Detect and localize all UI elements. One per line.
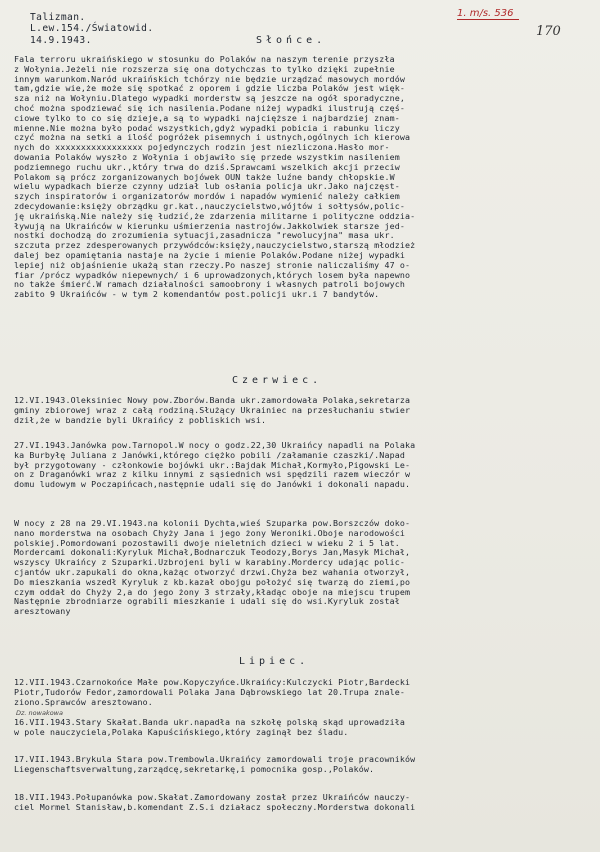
entry-paragraph: [14, 396, 594, 425]
text-line: w pole nauczyciela,Polaka Kapuścińskiego,który zaginął bez śladu.: [14, 727, 349, 737]
text-line: gminy zbiorowej wraz z całą rodziną.Służący Ukrainiec na przesłuchaniu stwier: [14, 405, 411, 415]
archive-stamp-text: 1. m/s. 536: [457, 8, 514, 19]
text-line: Następnie zbrodniarze ograbili mieszkanie i udali się do wsi.Kyryluk został: [14, 597, 400, 607]
text-line: tam,gdzie wie,że może się spotkać z oporem i gdzie liczba Polaków jest więk-: [14, 84, 406, 94]
entry-paragraph: [14, 519, 594, 617]
text-line: innym warunkom.Naród ukraińskich tchórzy nie będzie urządzać masowych mordów: [14, 74, 406, 84]
text-line: ływują na Ukraińców w kierunku uśmierzenia nastrojów.Jakkolwiek starsze jed-: [14, 221, 406, 231]
text-line: ję ukraińską.Nie należy się łudzić,że zdarzenia militarne i polityczne oddzia-: [14, 211, 416, 221]
text-line: wielu wypadkach bierze czynny udział lub osłania policja ukr.Jako najczęst-: [14, 182, 400, 192]
header-name: Talizman.: [30, 12, 86, 23]
text-line: nostki dochodzą do zrozumienia sytuacji,zasadnicza "rewolucyjna" masa ukr.: [14, 231, 395, 241]
section-title-slonce: Słońce.: [256, 35, 327, 46]
section-title-lipiec: Lipiec.: [239, 656, 310, 667]
archive-stamp: [457, 8, 513, 19]
text-line: 17.VII.1943.Brykula Stara pow.Trembowla.Ukraińcy zamordowali troje pracowników: [14, 755, 416, 764]
text-line: Liegenschaftsverwaltung,zarządcę,sekretarkę,i pomocnika gosp.,Polaków.: [14, 764, 375, 774]
text-line: dalej bez opamiętania nastaje na życie i mienie Polaków.Podane niżej wypadki: [14, 250, 406, 260]
text-line: mienne.Nie można było podać wszystkich,gdyż wypadki pobicia i rabunku liczy: [14, 123, 400, 133]
text-line: zabito 9 Ukraińców - w tym 2 komendantów post.policji ukr.i 7 bandytów.: [14, 290, 380, 300]
entry-paragraph: [14, 718, 594, 738]
text-line: 12.VII.1943.Czarnokońce Małe pow.Kopyczyńce.Ukraińcy:Kulczycki Piotr,Bardecki: [14, 678, 411, 687]
handwritten-page-number: 170: [536, 24, 561, 39]
text-line: cjantów ukr.zapukali do okna,każąc otworzyć drzwi.Chyża bez wahania otworzył,: [14, 567, 411, 577]
text-line: Piotr,Tudorów Fedor,zamordowali Polaka Jana Dąbrowskiego lat 20.Trupa znale-: [14, 687, 406, 697]
text-line: szczuta przez zdesperowanych przywódców:księży,nauczycielstwo,starszą młodzież: [14, 241, 416, 251]
header-reference: L.ew.154./Światowid.: [30, 23, 154, 34]
text-line: dził,że w bandzie byli Ukraińcy z pobliskich wsi.: [14, 415, 267, 425]
text-line: był przygotowany - członkowie bojówki ukr.:Bajdak Michał,Kormyło,Pigowski Le-: [14, 460, 411, 470]
text-line: ka Burbyłę Juliana z Janówki,którego ciężko pobili /załamanie czaszki/.Napad: [14, 450, 406, 460]
text-line: 27.VI.1943.Janówka pow.Tarnopol.W nocy o godz.22,30 Ukraińcy napadli na Polaka: [14, 441, 416, 450]
text-line: wszyscy Ukraińcy z Szuparki.Uzbrojeni byli w karabiny.Mordercy udając polic-: [14, 558, 406, 568]
entry-paragraph: [14, 441, 594, 490]
text-line: lepiej niż objaśnienie ukażą stan rzeczy.Po naszej stronie naliczaliśmy 47 o-: [14, 260, 411, 270]
intro-paragraph: [14, 55, 594, 300]
text-line: podziemnego ruchu ukr.,który trwa do dziś.Sprawcami wszelkich akcji przeciw: [14, 162, 400, 172]
text-line: polskiej.Pomordowani pozostawili dwoje nieletnich dzieci w wieku 2 i 5 lat.: [14, 538, 400, 548]
entry-paragraph: [14, 678, 594, 707]
text-line: aresztowany: [14, 607, 71, 617]
archive-stamp-underline: [457, 19, 519, 20]
text-line: choć można spodziewać się ich nasilenia.Podane niżej wypadki ilustrują częś-: [14, 103, 406, 113]
text-line: zdecydowanie:księży obrządku gr.kat.,nauczycielstwo,wójtów i sołtysów,polic-: [14, 201, 406, 211]
text-line: W nocy z 28 na 29.VI.1943.na kolonii Dychta,wieś Szuparka pow.Borszczów doko-: [14, 519, 411, 528]
text-line: on z Draganówki wraz z kilku innymi z sąsiednich wsi spędzili razem wieczór w: [14, 470, 411, 480]
text-line: ciel Mormel Stanisław,b.komendant Z.S.i działacz społeczny.Morderstwa dokonali: [14, 802, 416, 812]
entry-paragraph: [14, 755, 594, 775]
text-line: ciowe tylko to co się dzieje,a są to wypadki najcięższe i najbardziej znam-: [14, 113, 400, 123]
text-line: sza niż na Wołyniu.Dlatego wypadki morderstw są jeszcze na ogół sporadyczne,: [14, 94, 406, 104]
text-line: Do mieszkania wszedł Kyryluk z kb.kazał obojgu położyć się twarzą do ziemi,po: [14, 577, 411, 587]
text-line: czyć można na setki a ilość pogróżek pisemnych i ustnych,ogólnych ich kierowa: [14, 133, 411, 143]
text-line: czym oddał do Chyży 2,a do jego żony 3 strzały,kładąc oboje na miejscu trupem: [14, 587, 411, 597]
text-line: no także śmierć.W ramach działalności samoobrony i własnych patroli bojowych: [14, 280, 406, 290]
header-date: 14.9.1943.: [30, 35, 92, 46]
text-line: ziono.Sprawców aresztowano.: [14, 697, 153, 707]
text-line: z Wołynia.Jeżeli nie rozszerza się ona dotychczas to tylko dzięki zupełnie: [14, 64, 395, 74]
text-line: domu ludowym w Poczapińcach,następnie udali się do Janówki i dokonali napadu.: [14, 480, 411, 490]
text-line: szych inspiratorów i organizatorów mordów i napadów wymienić należy całkiem: [14, 192, 400, 202]
text-line: 18.VII.1943.Połupanówka pow.Skałat.Zamordowany został przez Ukraińców nauczy-: [14, 793, 411, 802]
text-line: nano morderstwa na osobach Chyży Jana i jego żony Weroniki.Oboje narodowości: [14, 528, 406, 538]
entry-paragraph: [14, 793, 594, 813]
text-line: nych do xxxxxxxxxxxxxxxxx pojedynczych rodzin jest niezliczona.Hasło mor-: [14, 143, 390, 153]
text-line: fiar /prócz wypadków niepewnych/ i 6 uprowadzonych,których losem była napewno: [14, 270, 411, 280]
text-line: Mordercami dokonali:Kyryluk Michał,Bodnarczuk Teodozy,Borys Jan,Masyk Michał,: [14, 548, 411, 558]
handwritten-note: Dz. nowakowa: [16, 709, 63, 717]
text-line: Polakom są prócz zorganizowanych bojówek OUN także luźne bandy chłopskie.W: [14, 172, 395, 182]
text-line: 12.VI.1943.Oleksiniec Nowy pow.Zborów.Banda ukr.zamordowała Polaka,sekretarza: [14, 396, 411, 405]
text-line: 16.VII.1943.Stary Skałat.Banda ukr.napadła na szkołę polską skąd uprowadziła: [14, 718, 406, 727]
text-line: Fala terroru ukraińskiego w stosunku do Polaków na naszym terenie przyszła: [14, 55, 395, 64]
section-title-czerwiec: Czerwiec.: [232, 375, 323, 386]
text-line: dowania Polaków wyszło z Wołynia i objawiło się przede wszystkim nasileniem: [14, 152, 400, 162]
